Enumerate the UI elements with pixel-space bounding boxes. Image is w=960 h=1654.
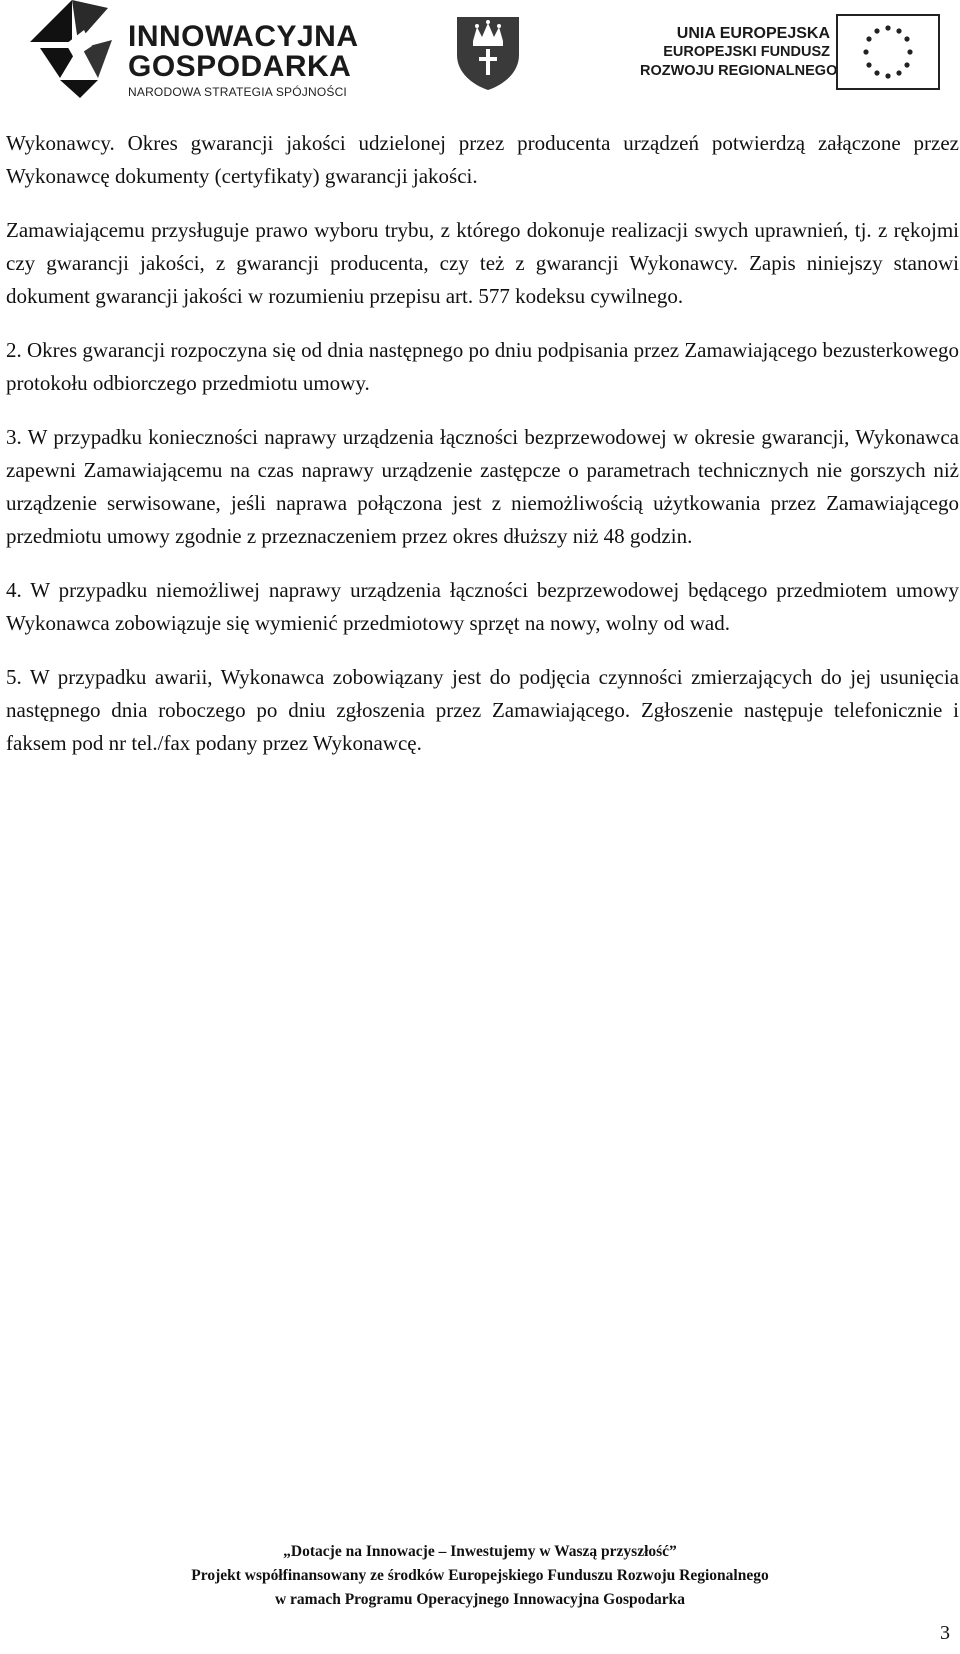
document-body bbox=[6, 127, 959, 781]
eu-label-line2: EUROPEJSKI FUNDUSZ bbox=[663, 44, 830, 60]
paragraph-5: 5. W przypadku awarii, Wykonawca zobowiązany jest do podjęcia czynności zmierzających do jej usunięcia następnego dnia roboczego po dniu zgłoszenia przez Zamawiającego. Zgłoszenie następuje telefonicznie i faksem pod nr tel./fax podany przez Wykonawcę. bbox=[6, 665, 959, 755]
ig-logo-mark-icon bbox=[30, 0, 120, 100]
logo-title-line1: INNOWACYJNA bbox=[128, 20, 359, 53]
logo-subtitle: NARODOWA STRATEGIA SPÓJNOŚCI bbox=[128, 85, 347, 99]
paragraph-2: 2. Okres gwarancji rozpoczyna się od dnia następnego po dniu podpisania przez Zamawiającego bezusterkowego protokołu odbiorczego przedmiotu umowy. bbox=[6, 338, 959, 395]
eu-label-line3: ROZWOJU REGIONALNEGO bbox=[640, 63, 838, 79]
innowacyjna-gospodarka-logo bbox=[30, 0, 359, 100]
document-footer bbox=[0, 1540, 960, 1612]
paragraph-rights: Zamawiającemu przysługuje prawo wyboru trybu, z którego dokonuje realizacji swych uprawnień, tj. z rękojmi czy gwarancji jakości, z gwarancji producenta, czy też z gwarancji Wykonawcy. Zapis niniejszy stanowi dokument gwarancji jakości w rozumieniu przepisu art. 577 kodeksu cywilnego. bbox=[6, 218, 959, 308]
paragraph-continuation: Wykonawcy. Okres gwarancji jakości udzielonej przez producenta urządzeń potwierdzą załączone przez Wykonawcę dokumenty (certyfikaty) gwarancji jakości. bbox=[6, 131, 959, 188]
paragraph-4: 4. W przypadku niemożliwej naprawy urządzenia łączności bezprzewodowej będącego przedmiotem umowy Wykonawca zobowiązuje się wymienić przedmiotowy sprzęt na nowy, wolny od wad. bbox=[6, 578, 959, 635]
footer-slogan: „Dotacje na Innowacje – Inwestujemy w Waszą przyszłość” bbox=[283, 1543, 677, 1560]
eu-fund-label bbox=[640, 24, 838, 81]
eu-label-line1: UNIA EUROPEJSKA bbox=[676, 25, 830, 42]
document-header bbox=[0, 0, 960, 110]
paragraph-3: 3. W przypadku konieczności naprawy urządzenia łączności bezprzewodowej w okresie gwarancji, Wykonawca zapewni Zamawiającemu na czas naprawy urządzenie zastępcze o parametrach technicznych nie gorszych niż urządzenie serwisowane, jeśli naprawa połączona jest z niemożliwością użytkowania przez Zamawiającego przedmiotu umowy zgodnie z przeznaczeniem przez okres dłuższy niż 48 godzin. bbox=[6, 425, 959, 548]
coat-of-arms-icon bbox=[455, 15, 521, 91]
footer-cofinancing: Projekt współfinansowany ze środków Europejskiego Funduszu Rozwoju Regionalnego bbox=[191, 1567, 769, 1584]
page-number: 3 bbox=[940, 1622, 950, 1644]
logo-title-line2: GOSPODARKA bbox=[128, 50, 352, 83]
footer-programme: w ramach Programu Operacyjnego Innowacyjna Gospodarka bbox=[274, 1591, 686, 1608]
eu-flag-icon bbox=[836, 14, 940, 90]
